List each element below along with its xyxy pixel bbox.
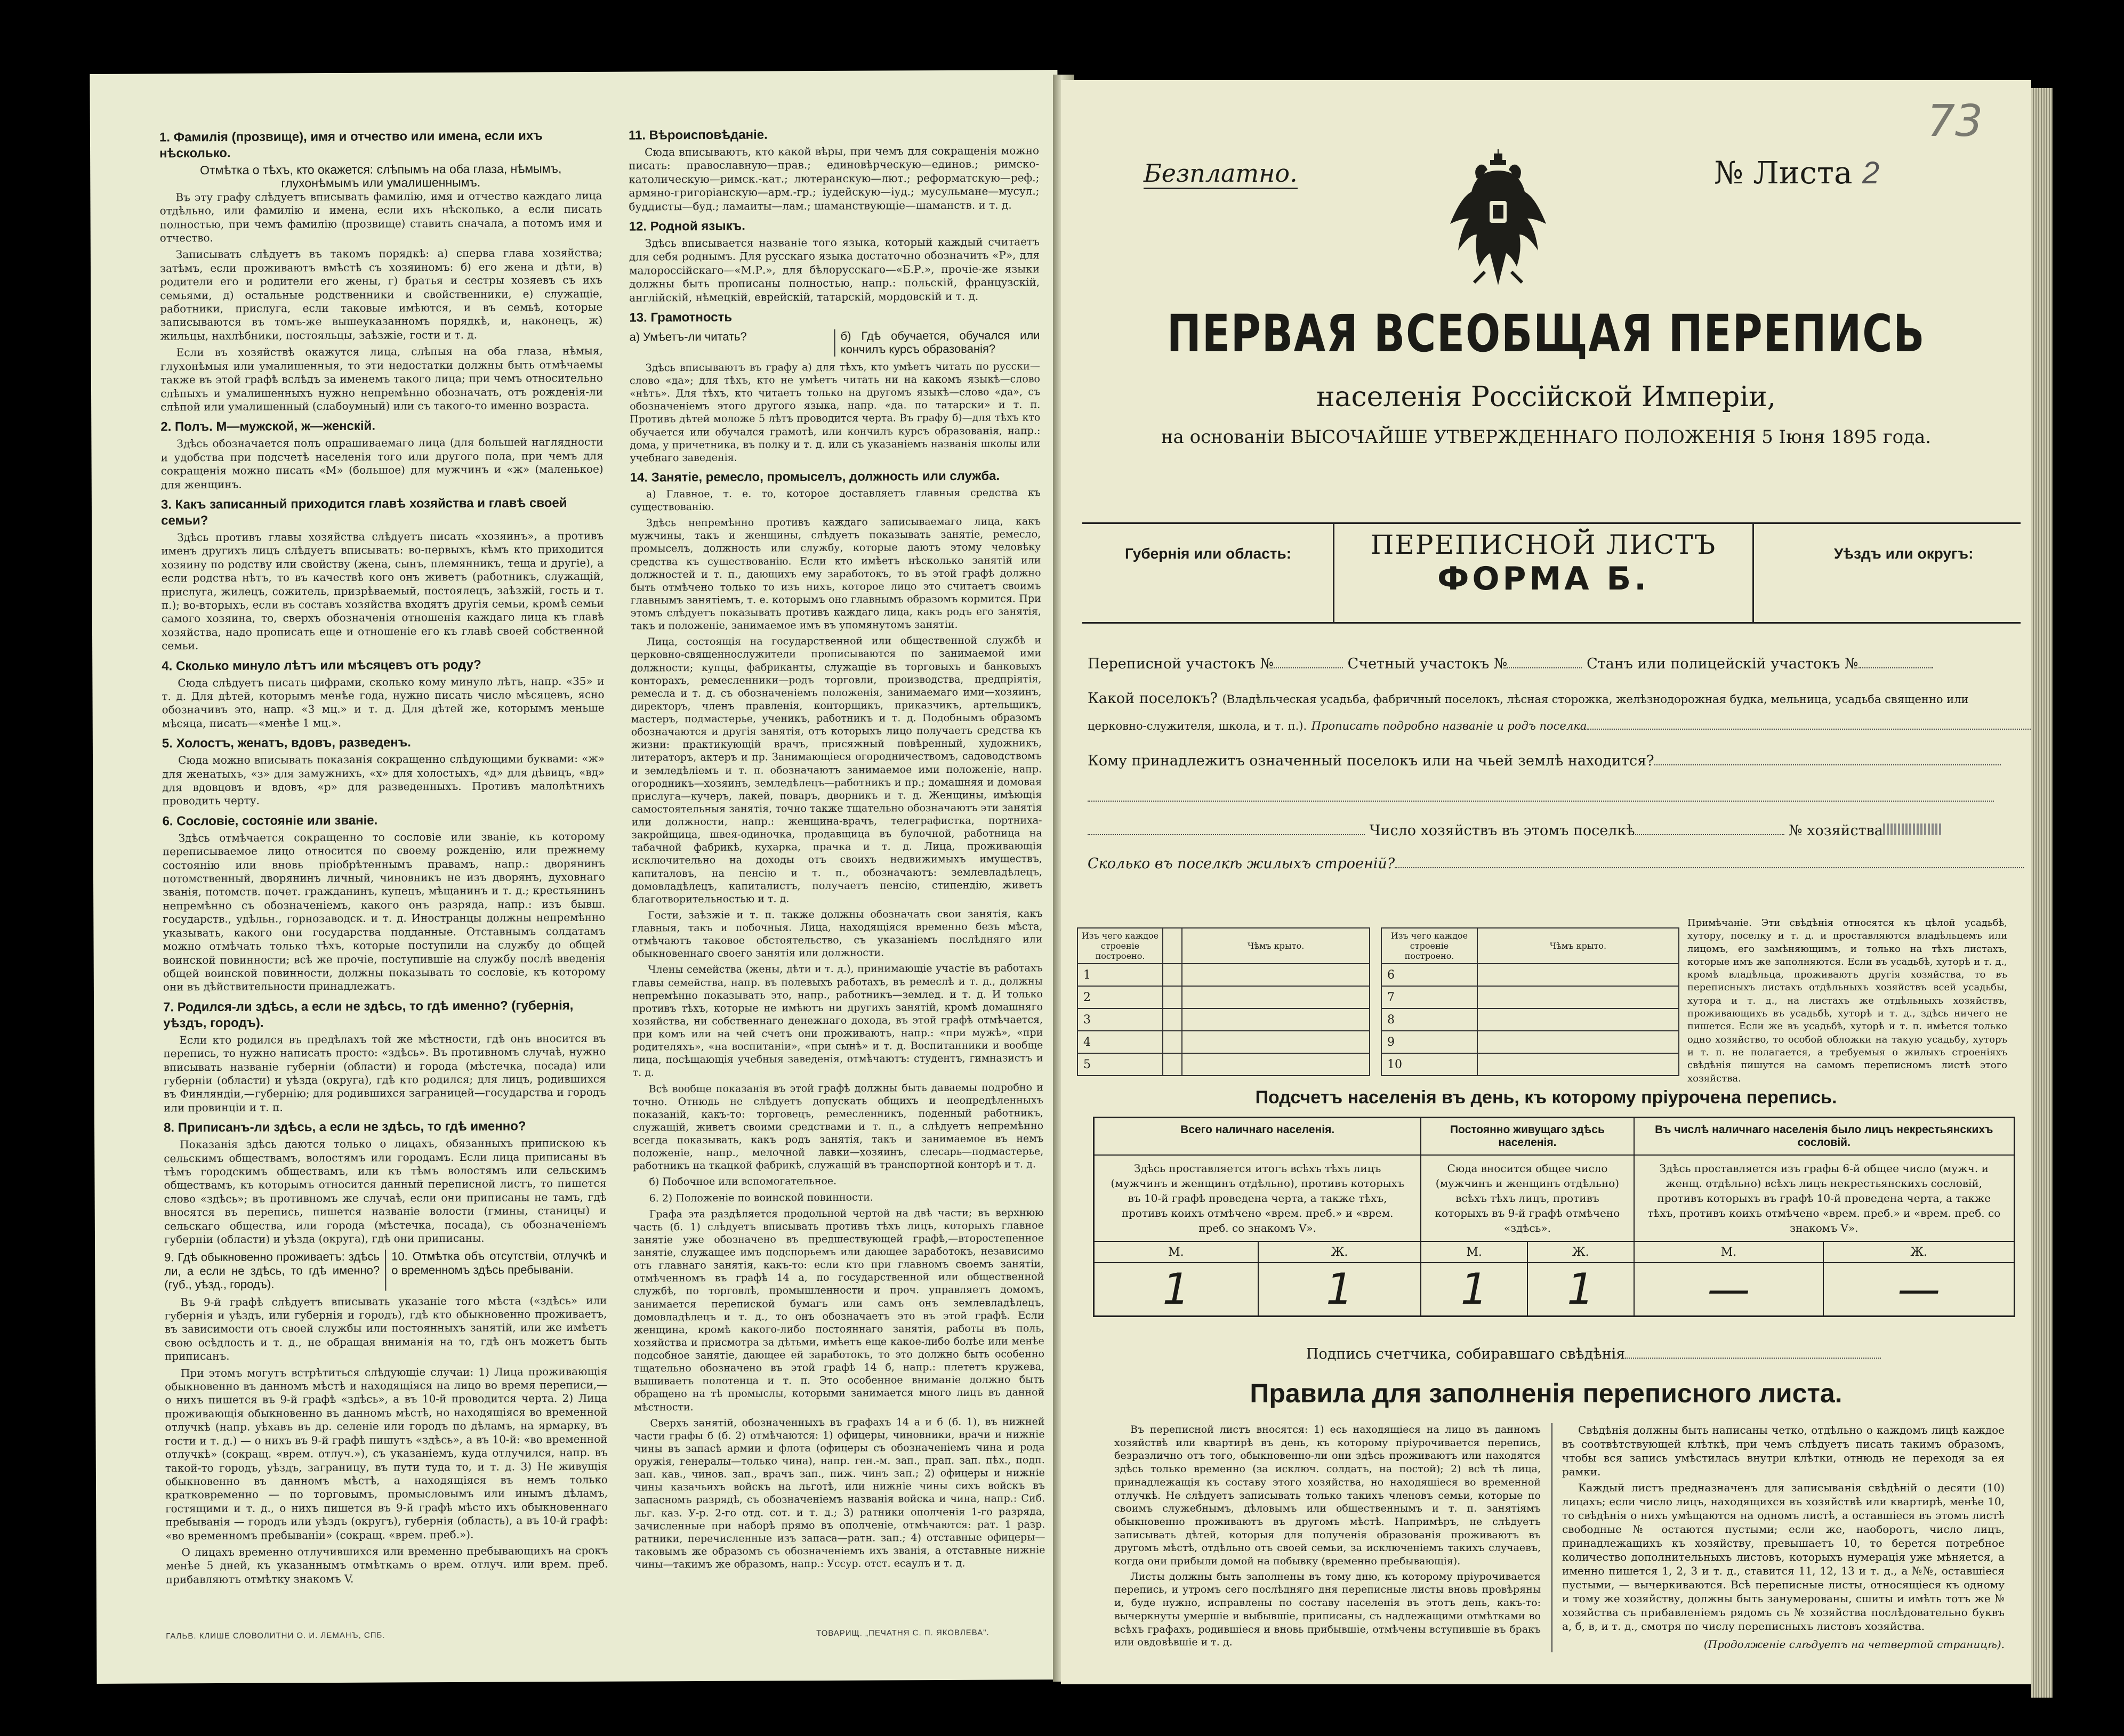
buildings-table-left	[1077, 927, 1370, 1076]
stan-field[interactable]	[1858, 657, 1933, 668]
census-district-label: Переписной участокъ №	[1088, 656, 1274, 672]
sheet-number-label: № Листа	[1714, 155, 1853, 191]
bt-row: 10	[1381, 1053, 1477, 1076]
col-b-tail-paragraph: Гости, заѣзжіе и т. п. также должны обозначать свои занятія, какъ главныя, такъ и побочныя. Лица, находящіяся временно безъ мѣста, отмѣчаютъ таковое обстоятельство, съ указаніемъ послѣдняго или обыкновеннаго своего занятія или должности.	[632, 908, 1043, 960]
tally-title: Подсчетъ населенія въ день, къ которому пріурочена перепись.	[1255, 1087, 1837, 1108]
owner-field[interactable]	[1654, 754, 2001, 765]
col-a-paragraph: Въ эту графу слѣдуетъ вписывать фамилію, имя и отчество каждаго лица отдѣльно, или фамилію и имена, если ихъ нѣсколько, а если писать полностью, при чемъ фамилію (прозвище) ставить сначала, а потомъ имя и отчество.	[159, 189, 602, 245]
signature-field[interactable]	[1625, 1347, 1881, 1359]
owner-field-2[interactable]	[1088, 790, 1994, 802]
col-b-tail-paragraph: 6. 2) Положеніе по воинской повинности.	[649, 1191, 874, 1204]
bt-cell[interactable]	[1477, 964, 1679, 986]
tally-value[interactable]: —	[1634, 1263, 1824, 1316]
continuation-note: (Продолженіе слѣдуетъ на четвертой страницѣ).	[1703, 1638, 2005, 1651]
rules-column-b	[1562, 1423, 2005, 1651]
imprint-a: ГАЛЬВ. КЛИШЕ СЛОВОЛИТНИ О. И. ЛЕМАНЪ, СПБ.	[166, 1630, 385, 1641]
district-label: Уѣздъ или округъ:	[1834, 545, 1974, 562]
sheet-number-value: 2	[1862, 156, 1880, 190]
col-a-paragraph: Сюда можно вписывать показанія сокращенно слѣдующими буквами: «ж» для женатыхъ, «з» для замужнихъ, «х» для холостыхъ, «д» для дѣвицъ, «вд» для вдовцовъ и вдовъ, «р» для разведенныхъ. Противъ малолѣтнихъ проводить черту.	[162, 752, 605, 808]
bt-cell[interactable]	[1477, 1053, 1679, 1076]
bt-right-h-material: Изъ чего каждое строеніе построено.	[1381, 928, 1477, 964]
bt-cell[interactable]	[1477, 986, 1679, 1008]
q10-heading: 10. Отмѣтка объ отсутствіи, отлучкѣ и о временномъ здѣсь пребываніи.	[385, 1249, 607, 1290]
col-a-tail-paragraph: Въ 9-й графѣ слѣдуетъ вписывать указаніе того мѣста («здѣсь» или губернія и уѣздъ, или губернія и городъ), гдѣ кто обыкновенно проживаетъ, въ зависимости отъ своей службы или постоянныхъ занятій, или же имѣетъ свою осѣдлость и т. д., не обращая вниманія на то, гдѣ онъ можетъ быть приписанъ.	[164, 1294, 607, 1363]
owner-label: Кому принадлежитъ означенный поселокъ или на чьей землѣ находится?	[1088, 753, 1654, 769]
tally-d3: Здѣсь проставляется изъ графы 6-й общее число (мужч. и женщ. отдѣльно) всѣхъ лицъ некрестьянскихъ сословій, противъ которыхъ въ графѣ 10-й проведена черта, а также тѣхъ, противъ коихъ отмѣчено «врем. преб.» и «врем. преб. со знакомъ V».	[1634, 1155, 2015, 1241]
col-b-heading: 11. Вѣроисповѣданіе.	[628, 127, 768, 143]
q9-heading: 9. Гдѣ обыкновенно проживаетъ: здѣсь ли, а если не здѣсь, то гдѣ именно? (губ., уѣзд., городъ).	[164, 1250, 380, 1291]
tally-h1: Всего наличнаго населенія.	[1094, 1118, 1421, 1156]
bt-right-h-roof: Чѣмъ крыто.	[1477, 928, 1679, 964]
col-b-tail-paragraph: Сверхъ занятій, обозначенныхъ въ графахъ 14 а и б (б. 1), въ нижней части графы б (б. 2) отмѣчаются: 1) офицеры, чиновники, врачи и нижніе чины въ запасѣ армии и флота (офицеры съ обозначеніемъ чина и рода оружія, генералы—только чина), напр. ген.-м. зап., прап. зап. пѣх., подп. зап. кав., чинов. зап., врачъ зап., пиж. чинъ зап.; 2) офицеры и нижніе чины казачьихъ войскъ на льготѣ, или нижніе чины сихъ войскъ въ запасномъ разрядѣ, съ обозначеніемъ названія войска и чина, напр.: Сиб. льг. каз. У-р. 2-го отд. сот. и т. д.; 3) ратники ополченія 1-го разряда, зачисленные при наборѣ прямо въ ополченіе, отмѣчаются: рат. 1 разр. ратники, перечисленные изъ запаса—ратн. зап.; 4) отставные офицеры—таковымъ же образомъ съ обозначеніемъ ихъ званія, а отставные нижніе чины—такимъ же образомъ, напр.: Уссур. отст. есаулъ и т. д.	[634, 1415, 1045, 1571]
col-a-paragraph: Сюда слѣдуетъ писать цифрами, сколько кому минуло лѣтъ, напр. «35» и т. д. Для дѣтей, которымъ менѣе года, нужно писать число мѣсяцевъ, ясно обозначивъ это, напр. «3 мц.» и т. д. Для дѣтей же, которымъ меньше мѣсяца, писать—«менѣе 1 мц.».	[162, 674, 605, 730]
tally-h3: Въ числѣ наличнаго населенія было лицъ некрестьянскихъ сословій.	[1634, 1118, 2015, 1156]
rules-divider	[1551, 1423, 1552, 1652]
bt-row: 5	[1077, 1053, 1163, 1076]
col-a-subheading: Отмѣтка о тѣхъ, кто окажется: слѣпымъ на оба глаза, нѣмымъ, глухонѣмымъ или умалишеннымъ.	[200, 162, 562, 190]
form-header	[1082, 522, 2021, 624]
col-a-paragraph: Здѣсь отмѣчается сокращенно то сословіе или званіе, къ которому переписываемое лицо относится по своему рожденію, или прежнему состоянію или вновь пріобрѣтеннымъ правамъ, напр.: дворянинъ потомственный, дворянинъ личный, чиновникъ не изъ дворянъ, духовнаго званія, потомств. почет. гражданинъ, купецъ, мѣщанинъ и т. д.; крестьянинъ непремѣнно съ обозначеніемъ, какого онъ разряда, напр.: изъ бывш. государств., удѣльн., горнозаводск. и т. д. Иностранцы должны непремѣнно указывать, какого они государства подданные. Отставнымъ солдатамъ можно отмѣчать только тѣхъ, которые поступили на службу до общей воинской повинности; всѣ же прочіе, поступившіе на службу послѣ введенія общей воинской повинности, должны показывать то сословіе, къ которому они въ дѣйствительности принадлежатъ.	[162, 829, 606, 994]
col-a-heading: 8. Приписанъ-ли здѣсь, а если не здѣсь, то гдѣ именно?	[163, 1119, 526, 1135]
census-district-field[interactable]	[1274, 657, 1343, 668]
imperial-eagle-emblem-icon	[1445, 149, 1551, 298]
col-b-tail-heading: 14. Занятіе, ремесло, промыселъ, должность или служба.	[630, 469, 1000, 485]
households-lead	[1088, 823, 1365, 835]
households-label: Число хозяйствъ въ этомъ поселкѣ	[1369, 822, 1635, 839]
settlement-hint: (Владѣльческая усадьба, фабричный поселокъ, лѣсная сторожка, желѣзнодорожная будка, мельница, усадьба священно или	[1222, 693, 1969, 706]
signature-line	[1306, 1346, 1881, 1362]
buildings-note: Примѣчаніе. Эти свѣдѣнія относятся къ цѣлой усадьбѣ, хутору, поселку и т. д. и проставляются владѣльцемъ или лицомъ, его замѣняющимъ, и только на тѣхъ листахъ, которые имъ же заполняются. Если въ усадьбѣ, хуторѣ и т. д., кромѣ владѣльца, проживаютъ другія хозяйства, то въ переписныхъ листахъ отдѣльныхъ хозяйствъ всей усадьбы, хутора и т. д., на листахъ же отдѣльныхъ хозяйствъ, проживающихъ въ усадьбѣ, хуторѣ и т. д., здѣсь ничего не пишется. Если же въ усадьбѣ, хуторѣ и т. п. имѣется только одно хозяйство, то особой обложки на такую усадьбу, хуторъ и т. п. не полагается, а требуемыя о жилыхъ строеніяхъ свѣдѣнія пишутся на самомъ переписномъ листѣ этого хозяйства.	[1687, 917, 2007, 1084]
count-district-label: Счетный участокъ №	[1347, 656, 1508, 672]
bt-row: 3	[1077, 1008, 1163, 1031]
tally-f-label: Ж.	[1823, 1241, 2014, 1263]
settlement-note: Прописать подробно названіе и родъ поселка	[1311, 720, 1587, 732]
col-a-paragraph: Если въ хозяйствѣ окажутся лица, слѣпыя на оба глаза, нѣмыя, глухонѣмыя или умалишенныя, то эти недостатки должны быть отмѣчаемы также въ этой графѣ вслѣдъ за именемъ такого лица; при чемъ относительно слѣпыхъ и умалишенныхъ нужно непремѣнно обозначать, отъ рожденія-ли слѣпой или умалишенный (слабоумный) или съ такого-то именно возраста.	[160, 344, 604, 414]
households-field[interactable]	[1635, 823, 1784, 835]
left-column-b	[629, 120, 1045, 1574]
bt-row: 1	[1077, 964, 1163, 986]
bt-cell[interactable]	[1163, 1031, 1182, 1053]
signature-label: Подпись счетчика, собиравшаго свѣдѣнія	[1306, 1346, 1626, 1362]
rules-a-paragraph: Въ переписной листъ вносятся: 1) есь находящіеся на лицо въ данномъ хозяйствѣ или квартирѣ въ день, къ которому пріурочивается перепись, безразлично отъ того, обыкновенно-ли они здѣсь проживаютъ или находятся здѣсь только временно (за исключ. солдатъ, на постой); 2) всѣ тѣ лица, принадлежащія къ составу этого хозяйства, но находящіеся во временной отлучкѣ. Не слѣдуетъ записывать только такихъ членовъ семьи, которые по своимъ служебнымъ, дѣловымъ или общественнымъ и т. п. занятіямъ обыкновенно проживаютъ въ другомъ мѣстѣ. Напримѣръ, не слѣдуетъ записывать дѣтей, которыя для полученія образованія проживаютъ въ другомъ мѣстѣ, отдѣльно отъ своей семьи, за исключеніемъ такихъ случаевъ, когда они прибыли домой на побывку (временно пребывающія).	[1114, 1424, 1541, 1568]
q13-split	[630, 328, 1040, 357]
bt-left-h-material-blank	[1163, 928, 1182, 964]
bt-cell[interactable]	[1163, 986, 1182, 1008]
col-b-body	[629, 126, 1040, 326]
bt-cell[interactable]	[1163, 1008, 1182, 1031]
bt-row: 9	[1381, 1031, 1477, 1053]
col-a-paragraph: Если кто родился въ предѣлахъ той же мѣстности, гдѣ онъ вносится въ перепись, то нужно написать просто: «здѣсь». Въ противномъ случаѣ, нужно вписывать названіе губерніи (области) и города (мѣстечка, посада) или губерніи (области) и уѣзда (округа), гдѣ кто родился; для лицъ, родившихся въ Финляндіи,—губернію; для родившихся заграницей—государства и городъ или провинціи и т. п.	[163, 1031, 606, 1115]
tally-value[interactable]: —	[1823, 1263, 2014, 1316]
bt-left-h-material: Изъ чего каждое строеніе построено.	[1077, 928, 1163, 964]
col-a-heading: 1. Фамилія (прозвище), имя и отчество или имена, если ихъ нѣсколько.	[159, 128, 543, 161]
col-a-heading: 7. Родился-ли здѣсь, а если не здѣсь, то гдѣ именно? (губернія, уѣздъ, городъ).	[163, 998, 574, 1031]
col-b-tail-paragraph: Лица, состоящія на государственной или общественной службѣ и церковно-священнослужители прописываются по занимаемой ими должности; купцы, фабриканты, служащіе въ торговыхъ и банковыхъ конторахъ, ремесленники—родъ торговли, производства, предпріятія, ремесла и т. д. съ обозначеніемъ положенія, занимаемаго ими—хозяинъ, директоръ, членъ правленія, конторщикъ, приказчикъ, артельщикъ, мастеръ, подмастерье, ученикъ, работникъ и т. д. Подобнымъ образомъ обозначаются и другія занятія, отъ которыхъ лицо получаетъ средства къ жизни: практикующій врачъ, присяжный повѣренный, художникъ, литераторъ, актеръ и пр. Занимающіеся огородничествомъ, садоводствомъ и земледѣліемъ и т. п. обозначаютъ занимаемое ими положеніе, напр. огородникъ—хозяинъ, земледѣлецъ—работникъ и пр.; домашняя и домовая прислуга—кучеръ, лакей, поваръ, дворникъ и т. д. Женщины, имѣющія самостоятельныя занятія, точно также тщательно обозначаютъ эти занятія или должности, напр.: женщина-врачъ, телеграфистка, портниха-закройщица, швея-одиночка, продавщица въ булочной, работница на табачной фабрикѣ, кухарка, прачка и т. д. Лица, проживающія исключительно на доходы отъ своихъ недвижимыхъ имуществъ, капиталовъ, на пенсію и т. п., обозначаютъ: землевладѣлецъ, домовладѣлецъ, капиталистъ, получаетъ пенсію, стипендію, живетъ благотворительностью и т. д.	[631, 634, 1043, 906]
bt-row: 6	[1381, 964, 1477, 986]
bt-cell[interactable]	[1182, 964, 1370, 986]
bt-cell[interactable]	[1477, 1031, 1679, 1053]
household-no-field[interactable]	[1883, 823, 1942, 835]
rules-column-a	[1114, 1423, 1541, 1651]
tally-value[interactable]: 1	[1258, 1263, 1421, 1316]
bt-row: 4	[1077, 1031, 1163, 1053]
bt-cell[interactable]	[1163, 1053, 1182, 1076]
bt-cell[interactable]	[1163, 964, 1182, 986]
col-a-paragraph: Здѣсь обозначается полъ опрашиваемаго лица (для большей наглядности и удобства при подсчетѣ населенія того или другого пола, при чемъ для сокращенія можно писать «М» (большое) для мужчинъ и «ж» (маленькое) для женщинъ.	[160, 435, 604, 491]
buildings-label: Сколько въ поселкѣ жилыхъ строеній?	[1088, 855, 1395, 872]
col-a-heading: 2. Полъ. М—мужской, ж—женскій.	[160, 418, 376, 434]
settlement-label: Какой поселокъ?	[1088, 690, 1218, 707]
bt-row: 7	[1381, 986, 1477, 1008]
free-label	[1144, 159, 1298, 188]
tally-d2: Сюда вносится общее число (мужчинъ и женщинъ отдѣльно) всѣхъ тѣхъ лицъ, противъ которыхъ въ 9-й графѣ отмѣчено «здѣсь».	[1421, 1155, 1634, 1241]
right-page	[1061, 80, 2031, 1684]
census-basis: на основаніи ВЫСОЧАЙШЕ УТВЕРЖДЕННАГО ПОЛОЖЕНІЯ 5 Іюня 1895 года.	[1161, 426, 1932, 448]
rules-b-paragraph: Каждый листъ предназначенъ для записыванія свѣдѣній о десяти (10) лицахъ; если число лицъ, находящихся въ хозяйствѣ или квартирѣ, менѣе 10, то свѣдѣнія о нихъ умѣщаются на одномъ листѣ, а оставшіеся въ этомъ листѣ свободные № остаются пустыми; если же, наоборотъ, число лицъ, принадлежащихъ къ хозяйству, превышаетъ 10, то берется потребное количество дополнительныхъ листовъ, которыхъ нумерація уже мѣняется, а именно пишется 1, 2, 3 и т. д., ставится 11, 12, 13 и т. д., а №№, оставшіеся пустыми, — вычеркиваются. Всѣ переписные листы, относящіеся къ одному и тому же хозяйству, должны быть занумерованы, сшиты и имѣть тотъ же № хозяйства съ прибавленіемъ рядомъ съ № хозяйства послѣдовательно буквъ а, б, в, и т. д., смотря по числу переписныхъ листовъ хозяйства.	[1562, 1481, 2005, 1633]
col-b-heading: 12. Родной языкъ.	[629, 219, 745, 234]
col-b-tail-paragraph: Члены семейства (жены, дѣти и т. д.), принимающіе участіе въ работахъ главы семейства, напр. въ полевыхъ работахъ, въ ремеслѣ и т. д., должны непремѣнно показывать это, напр., работникъ—землед. и т. д. И только противъ тѣхъ, которые не имѣютъ ни другихъ занятій, кромѣ домашняго хозяйства, ни собственнаго денежнаго дохода, въ этой графѣ отмѣчается, при комъ или на чей счетъ они проживаютъ, напр.: «при мужѣ», «при родителяхъ», «на воспитаніи», «при сынѣ» и т. д. Воспитанники и вообще лица, посѣщающія учебныя заведенія, отмѣчаютъ: студентъ, гимназистъ и т. д.	[632, 962, 1043, 1079]
rules-b-body	[1562, 1423, 2005, 1633]
buildings-line	[1088, 855, 2024, 872]
stan-label: Станъ или полицейскій участокъ №	[1587, 656, 1858, 672]
tally-f-label: Ж.	[1527, 1241, 1634, 1263]
sheet-number	[1714, 155, 1879, 191]
tally-f-label: Ж.	[1258, 1241, 1421, 1263]
left-page	[90, 70, 1064, 1684]
census-title: ПЕРВАЯ ВСЕОБЩАЯ ПЕРЕПИСЬ	[1166, 304, 1926, 364]
tally-d1: Здѣсь проставляется итогъ всѣхъ тѣхъ лицъ (мужчинъ и женщинъ отдѣльно), противъ которыхъ въ 10-й графѣ проведена черта, а также тѣхъ, противъ коихъ отмѣчено «врем. преб.» и «врем. преб. со знакомъ V».	[1094, 1155, 1421, 1241]
col-a-tail-paragraph: При этомъ могутъ встрѣтиться слѣдующіе случаи: 1) Лица проживающія обыкновенно въ данномъ мѣстѣ и находящіяся на лицо во время переписи,—о нихъ пишется въ 9-й графѣ «здѣсь», а въ 10-й проводится черта. 2) Лица проживающія обыкновенно въ данномъ мѣстѣ, но находящіяся во временной отлучкѣ (напр. уѣхавъ въ др. селеніе или городъ по дѣламъ, на ярмарку, въ гости и т. д.) — о нихъ въ 9-й графѣ пишутъ «здѣсь», а въ 10-й: «во временной отлучкѣ» (сокращ. «врем. отлуч.»), съ указаніемъ, куда отлучился, напр. въ такой-то городъ, уѣздъ, заграницу, въ пути туда то, и т. д. 3) Не живущія обыкновенно въ данномъ мѣстѣ, а находящіяся въ немъ только кратковременно — по торговымъ, промысловымъ или инымъ дѣламъ, гостящими и т. д., о нихъ пишется въ 9-й графѣ мѣсто ихъ обыкновеннаго пребыванія — городъ или уѣздъ (округъ), губернія (область), а въ 10-й графѣ: «во временномъ пребываніи» (сокращ. «врем. преб.»).	[165, 1364, 608, 1542]
buildings-field[interactable]	[1395, 857, 2024, 868]
tally-value[interactable]: 1	[1421, 1263, 1527, 1316]
col-a-tail	[164, 1294, 608, 1586]
settlement-hint2: церковно-служителя, школа, и т. п.).	[1088, 720, 1307, 732]
col-a-heading: 6. Сословіе, состояніе или званіе.	[162, 813, 378, 829]
col-a-body	[159, 128, 607, 1247]
households-line	[1088, 822, 1942, 839]
bt-cell[interactable]	[1182, 1008, 1370, 1031]
col-b-tail	[630, 360, 1045, 1571]
districts-line	[1088, 656, 1933, 672]
tally-m-label: М.	[1094, 1241, 1258, 1263]
tally-value[interactable]: 1	[1094, 1263, 1258, 1316]
rules-b-paragraph: Свѣдѣнія должны быть написаны четко, отдѣльно о каждомъ лицѣ каждое въ соотвѣтствующей клѣткѣ, при чемъ слѣдуетъ писать такимъ образомъ, чтобы вся запись умѣстилась внутри клѣтки, отнюдь не переходя за ея рамки.	[1562, 1424, 2005, 1478]
bt-row: 2	[1077, 986, 1163, 1008]
province-label: Губернія или область:	[1125, 545, 1292, 562]
rules-a-paragraph: Листы должны быть заполнены въ тому дню, къ которому пріурочивается перепись, и утромъ сего послѣдняго дня переписные листы вновь провѣряны и, буде нужно, исправлены по составу населенія въ этотъ день, какъ-то: вычеркнуты умершіе и выбывшіе, приписаны, съ надлежащими отмѣтками во всѣхъ графахъ, родившіеся и вновь прибывшіе, отмѣчены вступившіе въ бракъ или овдовѣвшіе и т. д.	[1114, 1570, 1541, 1649]
tally-h2: Постоянно живущаго здѣсь населенія.	[1421, 1118, 1634, 1156]
col-a-heading: 3. Какъ записанный приходится главѣ хозяйства и главѣ своей семьи?	[160, 496, 567, 528]
left-column-a	[159, 123, 608, 1590]
col-b-tail-paragraph: Здѣсь непремѣнно противъ каждаго записываемаго лица, какъ мужчины, такъ и женщины, слѣдуетъ показывать занятіе, ремесло, промыселъ, должность или службу, которые даютъ этому человѣку средства къ существованію. Если кто имѣетъ нѣсколько занятій или должностей и т. п., дающихъ ему заработокъ, то въ этой графѣ должно быть отмѣчено только то изъ нихъ, которое лицо это считаетъ своимъ главнымъ занятіемъ, т. е. которымъ оно главнымъ образомъ кормится. При этомъ слѣдуетъ показывать противъ каждаго лица, какъ родъ его занятія, такъ и положеніе, занимаемое имъ въ упомянутомъ занятіи.	[630, 515, 1041, 632]
bt-cell[interactable]	[1182, 986, 1370, 1008]
col-b-paragraph: Здѣсь вписывается названіе того языка, который каждый считаетъ для себя роднымъ. Для русскаго языка достаточно обозначить «Р», для малороссійскаго—«М.Р.», для бѣлорусскаго—«Б.Р.», прочіе-же языки должны быть прописаны полностью, напр.: польскій, французскій, англійскій, нѣмецкій, еврейскій, татарскій, мордовскій и т. д.	[629, 235, 1040, 304]
bt-cell[interactable]	[1182, 1031, 1370, 1053]
settlement-line	[1088, 690, 1969, 707]
col-a-heading: 4. Сколько минуло лѣтъ или мѣсяцевъ отъ роду?	[162, 657, 481, 673]
free-label-text: Безплатно.	[1144, 159, 1298, 189]
pencil-page-number: 73	[1927, 96, 1983, 147]
q9-q10-header	[164, 1249, 607, 1291]
settlement-line2	[1088, 717, 2031, 733]
col-a-tail-paragraph: О лицахъ временно отлучившихся или временно пребывающихъ на срокъ менѣе 5 дней, къ указаннымъ отмѣткамъ о врем. отлуч. или врем. преб. прибавляютъ отмѣтку знакомъ V.	[165, 1544, 608, 1586]
household-no-label: № хозяйства	[1789, 822, 1883, 839]
col-a-paragraph: Здѣсь противъ главы хозяйства слѣдуетъ писать «хозяинъ», а противъ именъ другихъ лицъ слѣдуетъ вписывать: во-первыхъ, кѣмъ кто приходится хозяину по родству или свойству (жена, сынъ, племянникъ, теща и другіе), а если родства нѣтъ, то въ качествѣ кого онъ живетъ (работникъ, служащій, прислуга, жилецъ, сожитель, призрѣваемый, постоялецъ, заѣзжій, гость и т. п.); во-вторыхъ, если въ составъ хозяйства входятъ другія семьи, кромѣ семьи самого хозяина, то, сверхъ обозначенія отношенія каждаго лица къ главѣ хозяйства, надо прописать еще и отношеніе его къ главѣ своей собственной семьи.	[161, 529, 605, 652]
settlement-field[interactable]	[1587, 718, 2031, 730]
tally-table	[1093, 1117, 2015, 1317]
count-district-field[interactable]	[1507, 657, 1582, 668]
col-b-heading: 13. Грамотность	[629, 310, 733, 325]
q13b: б) Гдѣ обучается, обучался или кончилъ курсъ образованія?	[834, 328, 1040, 356]
bt-left-h-roof: Чѣмъ крыто.	[1182, 928, 1370, 964]
tally-m-label: М.	[1421, 1241, 1527, 1263]
col-b-tail-paragraph: Здѣсь вписываютъ въ графу а) для тѣхъ, кто умѣетъ читать по русски—слово «да»; для тѣхъ, кто не умѣетъ читать ни на какомъ языкѣ—слово «нѣтъ». Для тѣхъ, кто читаетъ только на другомъ языкѣ—слово «да», съ обозначеніемъ этого другого языка, напр. «да. по татарски» и т. п. Противъ дѣтей моложе 5 лѣтъ проводится черта. Въ графу б)—для тѣхъ кто обучается или обучался грамотѣ, или кончилъ курсъ образованія, напр.: дома, у причетника, въ полку и т. д. или съ указаніемъ названія школы или учебнаго заведенія.	[629, 360, 1041, 464]
bt-row: 8	[1381, 1008, 1477, 1031]
tally-value[interactable]: 1	[1527, 1263, 1634, 1316]
col-a-paragraph: Записывать слѣдуетъ въ такомъ порядкѣ: а) сперва глава хозяйства; затѣмъ, если проживаютъ вмѣстѣ съ хозяиномъ: б) его жена и дѣти, в) родители его и родители его жены, г) братья и сестры хозяевъ съ ихъ семьями, д) остальные родственники и свойственники, е) служащіе, работники, прислуга, если таковые имѣются, и въ семьѣ, которые записываются въ томъ-же вышеуказанномъ порядкѣ, и, наконецъ, ж) жильцы, нахлѣбники, постояльцы, заѣзжіе, гости и т. д.	[159, 246, 603, 343]
form-title-line2: ФОРМА Б.	[1437, 560, 1650, 597]
col-b-tail-paragraph: а) Главное, т. е. то, которое доставляетъ главныя средства къ существованію.	[630, 487, 1041, 513]
col-a-heading: 5. Холостъ, женатъ, вдовъ, разведенъ.	[162, 735, 411, 751]
buildings-table-right	[1381, 927, 1679, 1076]
owner-line	[1088, 753, 2001, 769]
col-b-paragraph: Сюда вписываютъ, кто какой вѣры, при чемъ для сокращенія можно писать: православную—прав.; единовѣрческую—единов.; римско-католическую—римск.-кат.; лютеранскую—лют.; реформатскую—реф.; армяно-григоріанскую—арм.-гр.; іудейскую—іуд.; мусульмане—мусул.; буддисты—буд.; ламаиты—лам.; шаманствующіе—шаманств. и т. д.	[629, 144, 1040, 213]
imprint-b: ТОВАРИЩ. „ПЕЧАТНЯ С. П. ЯКОВЛЕВА".	[816, 1628, 989, 1638]
form-title-line1: ПЕРЕПИСНОЙ ЛИСТЪ	[1370, 529, 1717, 560]
tally-m-label: М.	[1634, 1241, 1824, 1263]
form-title-box	[1333, 524, 1754, 622]
bt-cell[interactable]	[1477, 1008, 1679, 1031]
col-b-tail-paragraph: Всѣ вообще показанія въ этой графѣ должны быть даваемы подробно и точно. Отнюдь не слѣдуетъ допускать общихъ и неопредѣленныхъ показаній, какъ-то: торговецъ, ремесленникъ, поденный работникъ, служащій, живетъ своими средствами и т. п., а слѣдуетъ непремѣнно всегда показывать, какъ родъ занятія, такъ и занимаемое въ немъ положеніе, напр., мелочной лавки—хозяинъ, слесарь—подмастерье, работникъ на ткацкой фабрикѣ, служащій въ транспортной конторѣ и т. д.	[632, 1081, 1044, 1172]
page-edges	[2031, 88, 2053, 1698]
rules-title: Правила для заполненія переписного листа.	[1250, 1378, 1843, 1408]
census-subtitle: населенія Россійской Имперіи,	[1316, 381, 1776, 413]
col-b-tail-paragraph: б) Побочное или вспомогательное.	[649, 1175, 837, 1188]
col-b-tail-paragraph: Графа эта раздѣляется продольной чертой на двѣ части; въ верхнюю часть (б. 1) слѣдуетъ вписывать противъ тѣхъ лицъ, которыхъ главное занятіе уже обозначено въ предшествующей графѣ,—второстепенное занятіе, служащее имъ подспорьемъ или дающее заработокъ, независимо отъ главнаго занятія, какъ-то: если кто при главномъ своемъ занятіи, отмѣченномъ въ графѣ 14 а, по государственной или общественной службѣ, по торговлѣ, промышленности и проч. управляетъ домомъ, занимается перепиской бумагъ или самъ онъ землевладѣлецъ, домовладѣлецъ и т. д., то онъ обозначаетъ это въ этой графѣ. Если женщина, кромѣ какого-либо постояннаго занятія, работы въ поль, хозяйства и присмотра за дѣтьми, имѣетъ еще какое-либо болѣе или менѣе подсобное занятіе, дающее ей заработокъ, то это должно быть особенно тщательно обозначено въ этой графѣ 14 б, напр.: плететъ кружева, вышиваетъ полотенца и т. п. Это особенное вниманіе должно быть обращено на тѣ промыслы, которыми занимается много лицъ въ данной мѣстности.	[633, 1206, 1045, 1414]
owner-line2	[1088, 789, 1994, 805]
bt-cell[interactable]	[1182, 1053, 1370, 1076]
col-a-paragraph: Показанія здѣсь даются только о лицахъ, обязанныхъ припискою къ сельскимъ обществамъ, волостямъ или городамъ. Если лица приписаны въ тѣмъ городскимъ обществамъ, или къ тѣмъ волостямъ или сельскимъ обществамъ, къ которымъ относится данный переписной листъ, то пишется слово «здѣсь»; въ противномъ же случаѣ, если они приписаны не тамъ, гдѣ вносятся въ перепись, пишется названіе волости (гмины, станицы) и сельскаго общества, или города (мѣстечка, посада), съ обозначеніемъ губерніи (области) и уѣзда (округа), гдѣ они приписаны.	[164, 1136, 607, 1246]
q13a: а) Умѣетъ-ли читать?	[629, 329, 747, 344]
